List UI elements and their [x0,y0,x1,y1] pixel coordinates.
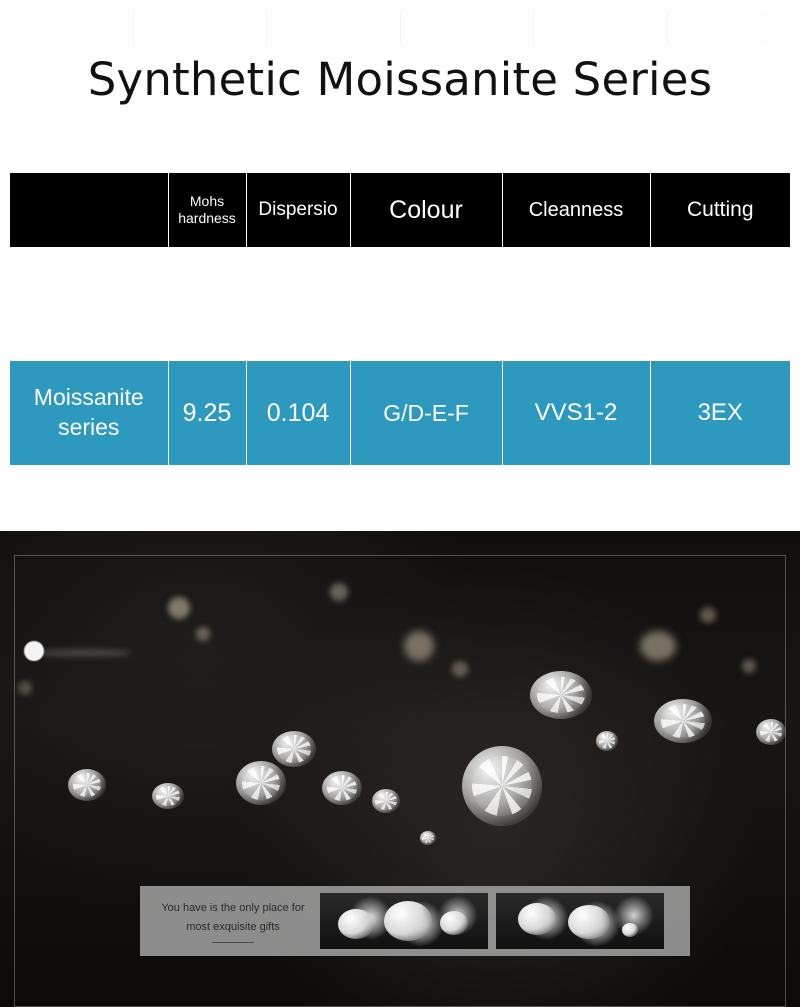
bokeh-light [700,607,716,623]
spacer-cell [10,247,168,361]
gem-stone [236,761,286,805]
gem-stone [518,903,556,935]
banner-caption [140,899,312,942]
product-name-line-2: series [58,414,120,440]
caption-line-1: You have is the only place for [161,902,305,915]
spec-table-container [10,173,790,465]
bokeh-light [40,649,130,657]
gem-stone [462,746,542,826]
column-header-dispersion: Dispersio [246,173,350,247]
mohs-line-1: Mohs [189,192,225,209]
ghost-cell [668,10,800,46]
gem-stone [530,671,592,719]
cell-product-name [10,361,168,465]
spacer-cell [502,247,650,361]
spec-table-head [10,173,790,247]
spacer-cell [168,247,246,361]
gem-stone [384,901,432,941]
ghost-cell [267,10,401,46]
ghost-cell [0,10,134,46]
cell-dispersion: 0.104 [246,361,350,465]
gem-stone [756,719,786,745]
cell-cleanness: VVS1-2 [502,361,650,465]
cell-colour: G/D-E-F [350,361,502,465]
gem-stone [420,831,436,845]
bokeh-light [18,681,32,695]
table-header-row [10,173,790,247]
caption-line-2: most exquisite gifts [186,920,280,933]
bokeh-light [196,627,210,641]
gem-stone [372,789,400,813]
column-header-blank [10,173,168,247]
spacer-cell [350,247,502,361]
gem-stone [596,731,618,751]
thumbnail-image-1[interactable] [320,893,488,949]
table-row [10,361,790,465]
column-header-cutting: Cutting [650,173,790,247]
gem-stone [622,923,638,937]
column-header-colour: Colour [350,173,502,247]
gem-stone [568,905,610,939]
ghost-cell [401,10,535,46]
gem-stone [654,699,712,743]
bokeh-light [640,631,676,661]
mohs-line-2: hardness [178,210,236,226]
bokeh-light [452,661,468,677]
ghost-cell [134,10,268,46]
ghost-table-header [0,10,800,46]
caption-rule [212,942,254,943]
gem-stone [68,769,106,801]
page-title: Synthetic Moissanite Series [87,53,713,106]
column-header-cleanness: Cleanness [502,173,650,247]
cell-cutting: 3EX [650,361,790,465]
title-section [0,0,800,145]
gem-stone [338,909,374,939]
product-photo [0,531,800,1007]
spacer-cell [650,247,790,361]
bokeh-light [404,631,434,661]
table-spacer-row [10,247,790,361]
cell-mohs-hardness: 9.25 [168,361,246,465]
ghost-cell [534,10,668,46]
gem-stone [272,731,316,767]
column-header-mohs-hardness [168,173,246,247]
bokeh-light [168,597,190,619]
gem-stone [440,911,468,935]
product-name-line-1: Moissanite [33,384,144,411]
spec-table [10,173,790,465]
bokeh-light [742,659,756,673]
gem-stone [152,783,184,809]
bokeh-light [330,583,348,601]
thumbnail-image-2[interactable] [496,893,664,949]
caption-banner [140,886,690,956]
spacer-cell [246,247,350,361]
spec-table-body [10,247,790,465]
gem-stone [322,771,362,805]
